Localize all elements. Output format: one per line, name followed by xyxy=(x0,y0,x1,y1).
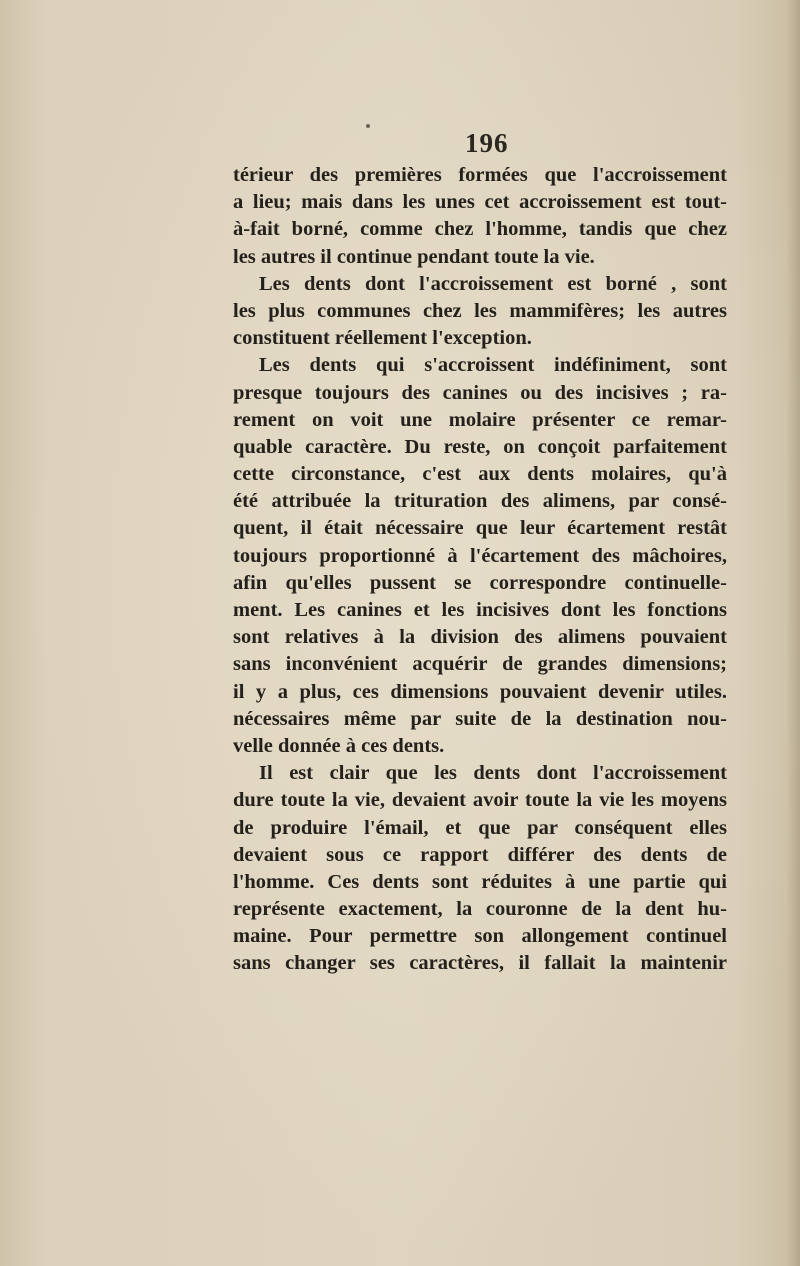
text-line: été attribuée la trituration des alimens, par consé- xyxy=(233,490,727,513)
text-line: devaient sous ce rapport différer des dents de xyxy=(233,843,727,866)
text-line: toujours proportionné à l'écartement des mâchoires, xyxy=(233,544,727,567)
text-line: à-fait borné, comme chez l'homme, tandis que chez xyxy=(233,218,727,241)
text-line: velle donnée à ces dents. xyxy=(233,734,445,757)
text-line: rement on voit une molaire présenter ce remar- xyxy=(233,408,727,431)
text-line: sans changer ses caractères, il fallait la maintenir xyxy=(233,952,727,975)
text-line: Les dents dont l'accroissement est borné , sont xyxy=(259,272,727,295)
text-line: ment. Les canines et les incisives dont les fonctions xyxy=(233,599,727,621)
text-line: quable caractère. Du reste, on conçoit parfaitement xyxy=(233,435,727,458)
page-number: 196 xyxy=(465,128,509,158)
text-line: cette circonstance, c'est aux dents molaires, qu'à xyxy=(233,463,727,486)
text-line: térieur des premières formées que l'accroissement xyxy=(233,164,727,186)
text-line: Les dents qui s'accroissent indéfiniment, sont xyxy=(259,354,727,377)
text-line: sont relatives à la division des alimens pouvaient xyxy=(233,626,727,649)
text-line: constituent réellement l'exception. xyxy=(233,327,532,350)
ink-speck xyxy=(366,124,370,128)
body-text xyxy=(233,162,727,978)
text-line: afin qu'elles pussent se correspondre continuelle- xyxy=(233,571,727,594)
text-line: sans inconvénient acquérir de grandes dimensions; xyxy=(233,653,727,676)
text-line: les plus communes chez les mammifères; les autres xyxy=(233,299,727,322)
text-line: Il est clair que les dents dont l'accroissement xyxy=(259,762,727,785)
text-line: représente exactement, la couronne de la dent hu- xyxy=(233,898,727,921)
text-line: il y a plus, ces dimensions pouvaient devenir utiles. xyxy=(233,680,727,703)
text-line: maine. Pour permettre son allongement continuel xyxy=(233,925,727,948)
text-line: a lieu; mais dans les unes cet accroissement est tout- xyxy=(233,191,727,214)
text-line: presque toujours des canines ou des incisives ; ra- xyxy=(233,381,727,404)
text-line: quent, il était nécessaire que leur écartement restât xyxy=(233,517,727,540)
text-line: l'homme. Ces dents sont réduites à une partie qui xyxy=(233,870,727,893)
text-line: les autres il continue pendant toute la vie. xyxy=(233,245,595,268)
text-line: de produire l'émail, et que par conséquent elles xyxy=(233,816,727,839)
text-line: dure toute la vie, devaient avoir toute la vie les moyens xyxy=(233,789,727,812)
page-edge-shadow xyxy=(786,0,800,1266)
text-line: nécessaires même par suite de la destination nou- xyxy=(233,707,727,730)
